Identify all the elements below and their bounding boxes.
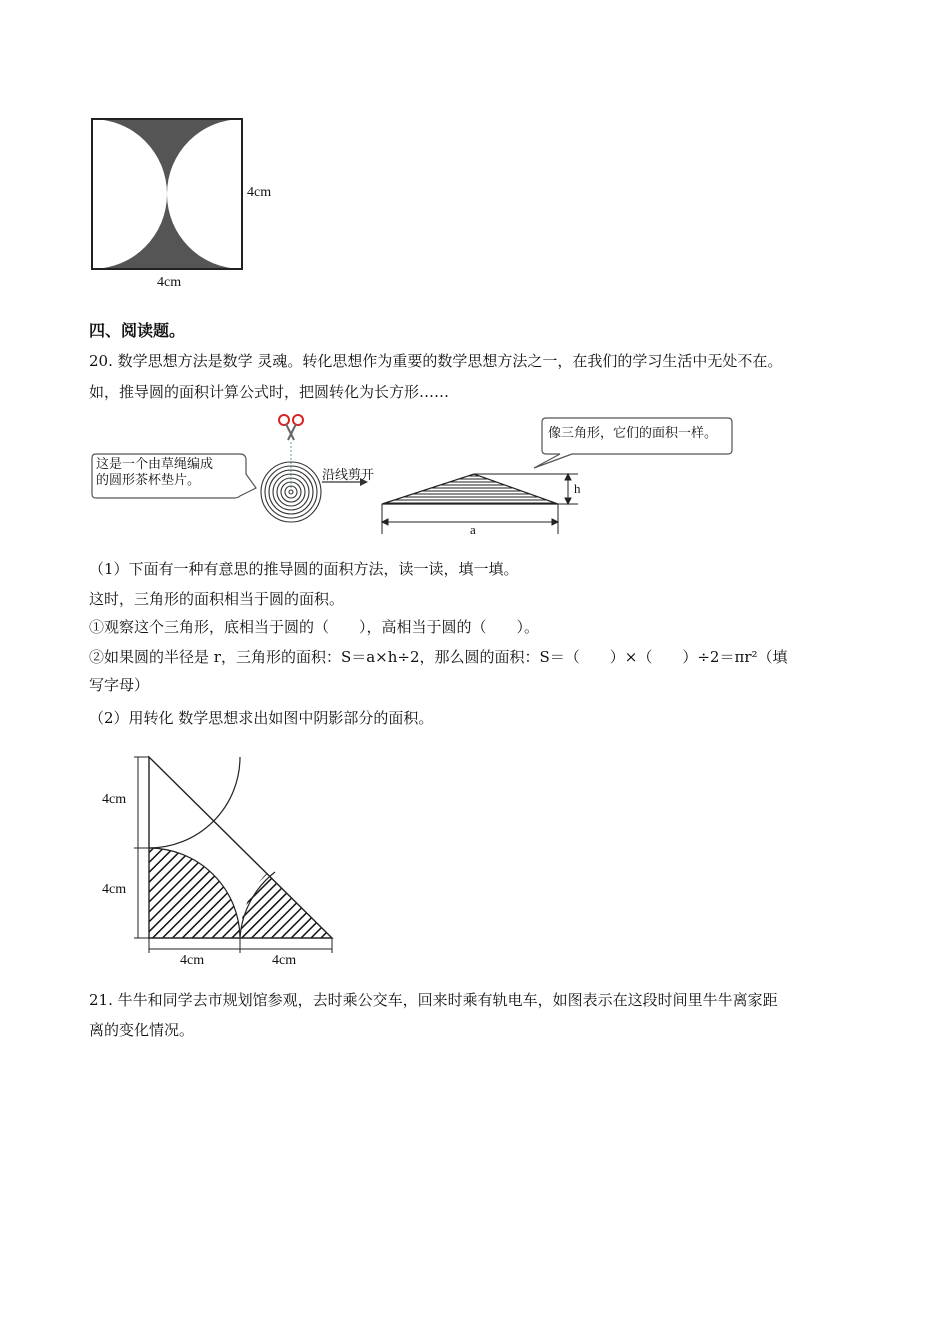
fig3-bottom-right-label: 4cm xyxy=(272,953,297,968)
figure1-side-label: 4cm xyxy=(247,185,272,200)
q20-part1-item1: ①观察这个三角形，底相当于圆的（ ），高相当于圆的（ ）。 xyxy=(89,618,540,636)
q20-part1-line2: 这时，三角形的面积相当于圆的面积。 xyxy=(89,590,345,608)
left-bubble-line2: 的圆形茶杯垫片。 xyxy=(96,473,201,488)
unrolled-triangle xyxy=(380,474,560,504)
q20-line2: 如，推导圆的面积计算公式时，把圆转化为长方形…… xyxy=(89,383,450,401)
q21-line2: 离的变化情况。 xyxy=(89,1021,195,1039)
triangle-shaded-figure xyxy=(100,752,340,972)
arrow-label: 沿线剪开 xyxy=(322,468,375,483)
q20-line1: 20. 数学思想方法是数学 灵魂。转化思想作为重要的数学思想方法之一，在我们的学习生活中无处不在。 xyxy=(89,352,783,370)
height-label: h xyxy=(574,481,581,496)
right-bubble-text: 像三角形，它们的面积一样。 xyxy=(548,426,718,441)
scissors-icon xyxy=(279,415,303,440)
square-semicircle-figure xyxy=(90,117,250,277)
q20-part1-title: （1）下面有一种有意思的推导圆的面积方法，读一读，填一填。 xyxy=(89,560,519,578)
fig3-left-bottom-label: 4cm xyxy=(102,882,127,897)
base-label: a xyxy=(470,522,476,537)
figure1-bottom-label: 4cm xyxy=(157,275,182,290)
q20-part1-item2: ②如果圆的半径是 r，三角形的面积：S＝a×h÷2，那么圆的面积：S＝（ ）×（ ）÷2＝πr²（填 xyxy=(89,648,788,666)
left-bubble-line1: 这是一个由草绳编成 xyxy=(96,457,214,472)
fig3-bottom-left-label: 4cm xyxy=(180,953,205,968)
section-title: 四、阅读题。 xyxy=(89,321,186,340)
fig3-left-top-label: 4cm xyxy=(102,792,127,807)
q21-line1: 21. 牛牛和同学去市规划馆参观，去时乘公交车，回来时乘有轨电车，如图表示在这段时间里牛牛离家距 xyxy=(89,991,778,1009)
q20-part2-title: （2）用转化 数学思想求出如图中阴影部分的面积。 xyxy=(89,709,434,727)
q20-part1-item2-cont: 写字母） xyxy=(89,676,150,694)
